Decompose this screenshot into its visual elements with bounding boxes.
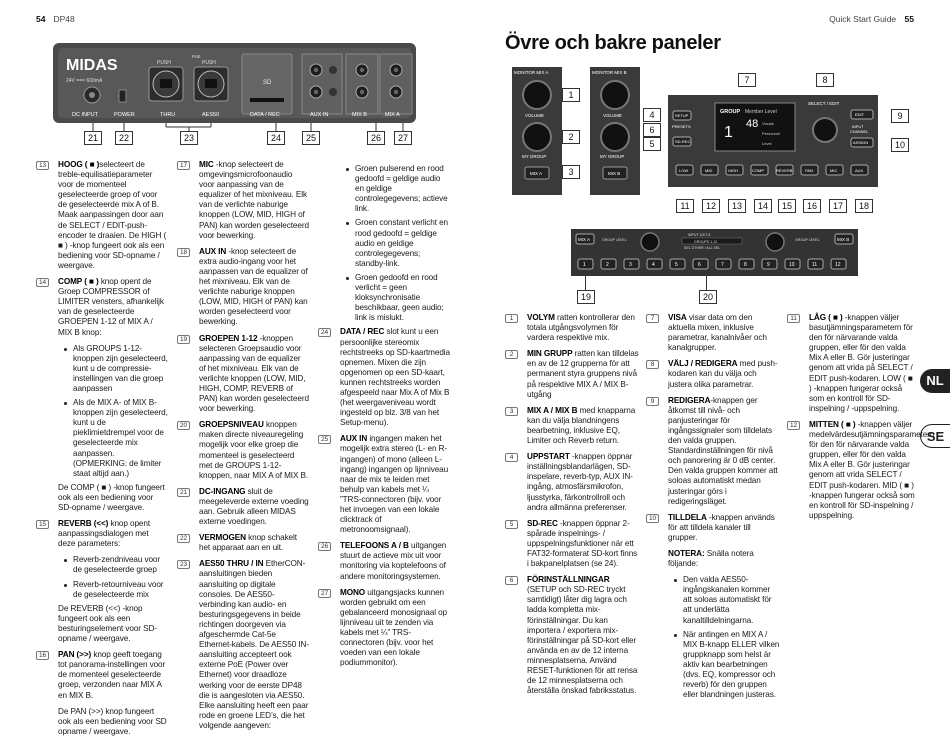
item-number-badge: 19 bbox=[177, 335, 190, 344]
text-column-3 bbox=[318, 160, 450, 674]
callout-16: 16 bbox=[803, 199, 821, 213]
bullet-item: Als de MIX A- of MIX B-knoppen zijn geselecteerd, kunt u de pieklimietdrempel voor de geselecteerde mix aanpassen. (OPMERKING: de limiter staat altijd aan.) bbox=[64, 398, 168, 479]
item-number-badge: 1 bbox=[505, 314, 518, 323]
list-item bbox=[646, 396, 780, 507]
power-switch bbox=[119, 90, 126, 102]
svg-text:GROUP LEVEL: GROUP LEVEL bbox=[602, 238, 627, 242]
list-item bbox=[505, 452, 639, 513]
item-text: COMP ( ■ ) knop opent de Groep COMPRESSOR of LIMITER vensters, afhankelijk van de geselecteerde GROEPEN 1-12 of MIX A / MIX B knop: bbox=[58, 277, 164, 337]
callout-25: 25 bbox=[302, 131, 320, 145]
callout-11: 11 bbox=[676, 199, 694, 213]
item-text: GROEPSNIVEAU knoppen maken directe niveauregeling mogelijk voor elke groep die momenteel is geselecteerd met de GROUPS 1-12-knoppen, naar MIX A of MIX B. bbox=[199, 420, 309, 480]
svg-text:4: 4 bbox=[652, 262, 655, 268]
aux-in-area bbox=[302, 54, 342, 114]
item-text: UPPSTART -knappen öppnar inställningsblandarlägen, SD-inspelare, reverb-typ, AUX IN-ingång, atmosfärsmikrofon, ljusstyrka, färkontrollroll och andra allmänna preferenser. bbox=[527, 452, 633, 512]
svg-text:VOLUME: VOLUME bbox=[525, 113, 545, 118]
list-item bbox=[177, 160, 309, 241]
svg-text:EDIT: EDIT bbox=[855, 112, 865, 117]
item-text: DC-INGANG sluit de meegeleverde externe voeding aan. Gebruik alleen MIDAS externe voedingen. bbox=[199, 486, 309, 527]
list-item bbox=[318, 434, 450, 535]
page-number-left: 54 bbox=[36, 14, 46, 24]
svg-text:COMP: COMP bbox=[752, 168, 764, 173]
item-text: NOTERA: Snälla notera följande: bbox=[668, 548, 754, 569]
group-strip-illustration bbox=[570, 228, 860, 278]
svg-text:MIX A: MIX A bbox=[530, 171, 543, 176]
callout-6: 6 bbox=[643, 123, 661, 137]
item-number-badge: 24 bbox=[318, 328, 331, 337]
svg-text:MIX A: MIX A bbox=[578, 237, 591, 242]
svg-text:3: 3 bbox=[629, 262, 632, 268]
callout-22: 22 bbox=[115, 131, 133, 145]
list-item bbox=[505, 313, 639, 343]
item-text: MITTEN ( ■ ) -knappen väljer medelvärdesutjämningsparametern för den för närvarande valda gruppen, eller för den valda Mix A eller B. Gör justeringar genom att vrida SELECT / EDIT push-kodaren. MID ( ■ ) -knappen fungerar också som en kontroll för SD-inspelning / uppspelning. bbox=[809, 419, 935, 520]
item-number-badge: 13 bbox=[36, 161, 49, 170]
item-number-badge: 21 bbox=[177, 488, 190, 497]
item-number-badge: 15 bbox=[36, 520, 49, 529]
svg-text:MONITOR MIX A: MONITOR MIX A bbox=[514, 70, 549, 75]
power-spec: 24V === 600mA bbox=[66, 78, 103, 84]
item-text: De PAN (>>) knop fungeert ook als een bediening voor SD opname / weergave. bbox=[58, 706, 167, 736]
leader-19 bbox=[585, 276, 586, 290]
leader-20 bbox=[706, 276, 707, 290]
list-item bbox=[177, 533, 309, 553]
list-item bbox=[318, 588, 450, 669]
lang-tab-nl[interactable]: NL bbox=[920, 369, 950, 393]
list-item bbox=[505, 575, 639, 696]
list-item bbox=[36, 519, 168, 549]
callout-12: 12 bbox=[702, 199, 720, 213]
item-number-badge: 20 bbox=[177, 421, 190, 430]
svg-text:CHANNEL: CHANNEL bbox=[850, 130, 869, 134]
callout-3: 3 bbox=[562, 165, 580, 179]
text-column-2 bbox=[177, 160, 309, 737]
list-item bbox=[177, 247, 309, 328]
mix-a-area bbox=[380, 54, 412, 114]
list-item bbox=[36, 160, 168, 271]
item-number-badge: 11 bbox=[787, 314, 800, 323]
bullet-item: Den valda AES50-ingångskanalen kommer att soloas automatiskt för att underlätta kanaltilldelningarna. bbox=[674, 575, 780, 625]
list-item bbox=[646, 513, 780, 543]
list-item bbox=[177, 487, 309, 527]
svg-text:AUX IN: AUX IN bbox=[310, 112, 329, 118]
text-column-5 bbox=[646, 313, 780, 704]
callout-27: 27 bbox=[394, 131, 412, 145]
list-item bbox=[787, 419, 935, 521]
list-item bbox=[787, 313, 915, 414]
callout-1: 1 bbox=[562, 88, 580, 102]
callout-2: 2 bbox=[562, 130, 580, 144]
item-number-badge: 4 bbox=[505, 453, 518, 462]
svg-text:7: 7 bbox=[721, 262, 724, 268]
svg-text:1: 1 bbox=[724, 124, 733, 141]
item-number-badge: 26 bbox=[318, 542, 331, 551]
item-number-badge: 7 bbox=[646, 314, 659, 323]
item-text: VOLYM ratten kontrollerar den totala utgångsvolymen för vardera respektive mix. bbox=[527, 313, 635, 343]
svg-text:MID: MID bbox=[705, 168, 713, 173]
svg-text:SEL OTHER / ALL SEL: SEL OTHER / ALL SEL bbox=[684, 246, 721, 250]
svg-text:SELECT / EDIT: SELECT / EDIT bbox=[808, 101, 840, 106]
item-text: MIC -knop selecteert de omgevingsmicrofoonaudio voor aanpassing van de equalizer of het mixniveau. Elk van de verlichte naburige knoppen (LOW, MID, HIGH of PAN) kan worden geselecteerd voor bewerking. bbox=[199, 160, 309, 240]
brand-logo: MIDAS bbox=[66, 57, 118, 74]
item-text: TILLDELA -knappen används för att tilldela kanaler till grupper. bbox=[668, 512, 775, 542]
left-title: DP48 bbox=[53, 14, 75, 24]
svg-text:SD-REC: SD-REC bbox=[675, 139, 691, 144]
item-text: VERMOGEN knop schakelt het apparaat aan en uit. bbox=[199, 533, 297, 553]
callout-7: 7 bbox=[738, 73, 756, 87]
callout-4: 4 bbox=[643, 108, 661, 122]
item-number-badge: 6 bbox=[505, 576, 518, 585]
callout-5: 5 bbox=[643, 137, 661, 151]
svg-text:6: 6 bbox=[698, 262, 701, 268]
lang-tab-se[interactable]: SE bbox=[920, 424, 950, 448]
bullet-item: Reverb-retourniveau voor de geselecteerde mix bbox=[64, 580, 168, 600]
item-number-badge: 3 bbox=[505, 407, 518, 416]
svg-text:PUSH: PUSH bbox=[202, 60, 216, 66]
svg-text:POWER: POWER bbox=[114, 112, 135, 118]
text-column-1 bbox=[36, 160, 168, 743]
svg-text:INPUT 1/2/7-8: INPUT 1/2/7-8 bbox=[688, 233, 711, 237]
svg-text:DC INPUT: DC INPUT bbox=[72, 112, 98, 118]
callout-18: 18 bbox=[855, 199, 873, 213]
list-item bbox=[36, 604, 168, 644]
bullet-item: Als GROUPS 1-12-knoppen zijn geselecteerd, kunt u de compressie-instellingen van die groep aanpassen bbox=[64, 344, 168, 394]
text-column-6 bbox=[787, 313, 935, 527]
svg-text:Personnel: Personnel bbox=[762, 131, 781, 136]
item-text: De REVERB (<<) -knop fungeert ook als een besturingselement voor SD-opname / weergave. bbox=[58, 603, 157, 644]
item-text: AES50 THRU / IN EtherCON-aansluitingen bieden aansluiting op digitale consoles. De AES50-verbinding kan audio- en besturingsgegevens in beide richtingen doorgeven via afgeschermde Cat-5e Ethernet-kabels. De AES50 IN-aansluiting accepteert ook externe PoE (Power over Ethernet) voor draadloze werking voor de eerste DP48 die is aangesloten via AES50. Elke aansluiting heeft een paar rode en groene LED’s, die het volgende aangeven: bbox=[199, 559, 309, 730]
callout-24: 24 bbox=[267, 131, 285, 145]
list-item bbox=[646, 359, 780, 389]
svg-text:MIX B: MIX B bbox=[837, 237, 850, 242]
right-title: Quick Start Guide bbox=[829, 14, 897, 24]
item-number-badge: 16 bbox=[36, 651, 49, 660]
item-number-badge: 5 bbox=[505, 520, 518, 529]
item-number-badge: 23 bbox=[177, 560, 190, 569]
item-text: FÖRINSTÄLLNINGAR (SETUP och SD-REC tryckt samtidigt) låter dig lagra och ladda kompletta mix-förinställningar. Du kan importera / exportera mix-förinställningar på SD-kort eller använda en av de 12 interna minnesplatserna. Använd RESET-funktionen för att rensa de 12 minnesplatserna och återställa önskad fabriksstatus. bbox=[527, 575, 638, 696]
callout-21: 21 bbox=[84, 131, 102, 145]
svg-text:INPUT: INPUT bbox=[852, 125, 864, 129]
bullet-item: Groen constant verlicht en rood gedoofd = geldige audio en geldige controlegegevens; standby-link. bbox=[346, 218, 450, 268]
callout-8: 8 bbox=[816, 73, 834, 87]
item-number-badge: 10 bbox=[646, 514, 659, 523]
list-item bbox=[177, 420, 309, 481]
svg-text:LOW: LOW bbox=[679, 168, 689, 173]
item-number-badge: 17 bbox=[177, 161, 190, 170]
svg-text:12: 12 bbox=[835, 262, 841, 268]
svg-text:SETUP: SETUP bbox=[675, 113, 689, 118]
item-text: AUX IN ingangen maken het mogelijk extra stereo (L- en R-ingangen) of mono (alleen L-ingang) ingangen op lijnniveau naar de mix te leiden met behulp van kabels met ¼ ”TRS-connectoren (bijv. voor het invoegen van een lokale clicktrack of metronoomsignaal). bbox=[340, 434, 449, 535]
item-text: GROEPEN 1-12 -knoppen selecteren Groepsaudio voor aanpassing van de equalizer of het mixniveau. Elk van de verlichte knoppen (LOW, MID, HIGH, COMP, REVERB of PAN) kan worden geselecteerd voor bewerking. bbox=[199, 333, 309, 414]
svg-text:HIGH: HIGH bbox=[728, 168, 738, 173]
item-number-badge: 27 bbox=[318, 589, 331, 598]
svg-text:VOLUME: VOLUME bbox=[603, 113, 623, 118]
svg-text:MIX B: MIX B bbox=[352, 112, 367, 118]
bullet-item: När antingen en MIX A / MIX B-knapp ELLER vilken gruppknapp som helst är aktiv kan bearbetningen (dvs. EQ, kompressor och reverb) för den gruppen eller blandningen justeras. bbox=[674, 630, 780, 701]
list-item bbox=[505, 349, 639, 399]
item-text: MIN GRUPP ratten kan tilldelas en av de 12 grupperna för att permanent styra gruppens nivå på respektive MIX A / MIX B-utgång bbox=[527, 349, 639, 399]
svg-text:48: 48 bbox=[746, 118, 759, 130]
bullet-item: Groen gedoofd en rood verlicht = geen kloksynchronisatie beschikbaar, geen audio; link is mislukt. bbox=[346, 273, 450, 323]
list-item bbox=[36, 707, 168, 737]
svg-text:GROUP: GROUP bbox=[720, 109, 741, 115]
svg-text:MIX A: MIX A bbox=[385, 112, 400, 118]
bullet-item: Groen pulserend en rood gedoofd = geldige audio en geldige controlegegevens; actieve link. bbox=[346, 164, 450, 214]
callout-20: 20 bbox=[699, 290, 717, 304]
svg-text:Member Level: Member Level bbox=[745, 109, 777, 115]
list-item bbox=[177, 334, 309, 415]
item-number-badge: 9 bbox=[646, 397, 659, 406]
list-item bbox=[36, 277, 168, 338]
svg-text:MY GROUP: MY GROUP bbox=[522, 154, 547, 159]
item-text: MONO uitgangsjacks kunnen worden gebruikt om een gebalanceerd monosignaal op lijnniveau uit te zenden via kabels met ¼” TRS-connectoren (bijv. voor het voeden van een lokale podiummonitor). bbox=[340, 587, 448, 668]
item-text: AUX IN -knop selecteert de extra audio-ingang voor het aanpassen van de equalizer of het mixniveau. Elk van de verlichte naburige knoppen (LOW, MID, HIGH of PAN) kan worden geselecteerd voor bewerking. bbox=[199, 246, 308, 327]
item-number-badge: 14 bbox=[36, 278, 49, 287]
list-item bbox=[177, 559, 309, 731]
svg-text:MONITOR MIX B: MONITOR MIX B bbox=[592, 70, 627, 75]
svg-text:8: 8 bbox=[744, 262, 747, 268]
svg-text:REVERB: REVERB bbox=[776, 168, 793, 173]
list-item bbox=[505, 406, 639, 446]
item-number-badge: 8 bbox=[646, 360, 659, 369]
item-number-badge: 12 bbox=[787, 421, 800, 430]
list-item bbox=[36, 483, 168, 513]
callout-10: 10 bbox=[891, 138, 909, 152]
svg-text:ASSIGN: ASSIGN bbox=[853, 140, 869, 145]
bullet-item: Reverb-zendniveau voor de geselecteerde groep bbox=[64, 555, 168, 575]
mix-b-area bbox=[346, 54, 378, 114]
svg-text:AUX: AUX bbox=[855, 168, 864, 173]
svg-text:Level: Level bbox=[762, 141, 772, 146]
list-item bbox=[36, 650, 168, 700]
item-number-badge: 22 bbox=[177, 534, 190, 543]
right-header bbox=[829, 14, 914, 24]
svg-text:GROUP LEVEL: GROUP LEVEL bbox=[795, 238, 820, 242]
callout-13: 13 bbox=[728, 199, 746, 213]
item-text: TELEFOONS A / B uitgangen stuurt de actieve mix uit voor monitoring via koptelefoons of andere monitoringsystemen. bbox=[340, 541, 447, 581]
item-text: De COMP ( ■ ) -knop fungeert ook als een bediening voor SD-opname / weergave. bbox=[58, 482, 165, 512]
page-number-right: 55 bbox=[904, 14, 914, 24]
svg-text:Vocals: Vocals bbox=[762, 121, 774, 126]
svg-text:SD: SD bbox=[263, 80, 272, 86]
svg-text:DATA / REC: DATA / REC bbox=[250, 112, 280, 118]
item-text: PAN (>>) knop geeft toegang tot panorama-instellingen voor de momenteel geselecteerde groep, verzonden naar MIX A en MIX B. bbox=[58, 650, 166, 700]
svg-text:1: 1 bbox=[583, 262, 586, 268]
text-column-4 bbox=[505, 313, 639, 702]
list-item bbox=[646, 313, 780, 353]
list-item bbox=[505, 519, 639, 569]
svg-text:PAN: PAN bbox=[805, 168, 813, 173]
item-text: VÄLJ / REDIGERA med push-kodaren kan du välja och justera olika parametrar. bbox=[668, 359, 778, 389]
svg-text:GROUPS 1-12: GROUPS 1-12 bbox=[694, 240, 718, 244]
svg-text:THRU: THRU bbox=[160, 112, 176, 118]
callout-14: 14 bbox=[754, 199, 772, 213]
svg-text:2: 2 bbox=[606, 262, 609, 268]
list-item bbox=[318, 327, 450, 428]
svg-text:5: 5 bbox=[675, 262, 678, 268]
item-text: VISA visar data om den aktuella mixen, inklusive parametrar, kanalnivåer och kanalgrupper. bbox=[668, 313, 767, 353]
item-text: REVERB (<<) knop opent aanpassingsdialogen met deze parameters: bbox=[58, 519, 151, 549]
svg-text:10: 10 bbox=[789, 262, 795, 268]
item-number-badge: 25 bbox=[318, 435, 331, 444]
svg-text:AES50: AES50 bbox=[202, 112, 220, 118]
item-text: DATA / REC slot kunt u een persoonlijke stereomix rechtstreeks op SD-kaartmedia opnemen. Mixen die zijn opgenomen op een SD-kaart, kunnen rechtstreeks worden afgespeeld naar Mix A of Mix B (het weergaveniveau wordt ingesteld op blz. 3/8 van het Setup-menu). bbox=[340, 327, 450, 428]
svg-text:MY GROUP: MY GROUP bbox=[600, 154, 625, 159]
item-text: REDIGERA-knappen ger åtkomst till nivå- och panjusteringar för ingångssignaler som tilldelats den valda gruppen. Standardinställningen för nivå och panorering är 0 dB center. Den valda gruppen kommer att soloas automatiskt medan justeringar görs i redigeringsläget. bbox=[668, 395, 778, 506]
item-number-badge: 18 bbox=[177, 248, 190, 257]
callout-19: 19 bbox=[577, 290, 595, 304]
rear-panel-illustration bbox=[52, 40, 418, 140]
item-text: LÅG ( ■ ) -knappen väljer basutjämningsparametern för den för närvarande valda gruppen, eller för den valda Mix A eller B. Gör justeringar genom att vrida på SELECT / EDIT push-kodaren. LOW ( ■ ) -knappen fungerar också som en kontroll för SD-inspelning / -uppspelning. bbox=[809, 313, 913, 413]
svg-text:PRESETS: PRESETS bbox=[672, 124, 691, 129]
svg-text:PUSH: PUSH bbox=[157, 60, 171, 66]
svg-text:MIX B: MIX B bbox=[608, 171, 621, 176]
svg-text:9: 9 bbox=[767, 262, 770, 268]
svg-text:MIC: MIC bbox=[830, 168, 838, 173]
svg-text:PoE: PoE bbox=[192, 54, 201, 59]
callout-9: 9 bbox=[891, 109, 909, 123]
item-text: SD-REC -knappen öppnar 2-spårade inspelnings- / uppspelningsfunktioner när ett FAT32-formaterat SD-kort finns i bakpanelplatsen (se 24). bbox=[527, 518, 638, 569]
item-text: HOOG ( ■ )selecteert de treble-equilisatieparameter voor de momenteel geselecteerde groep of voor de geselecteerde mix A of B. Maak aanpassingen door aan de SELECT / EDIT-push-encoder te draaien. De HIGH ( ■ ) -knop fungeert ook als een bediening voor SD-opname / weergave. bbox=[58, 160, 167, 270]
item-text: MIX A / MIX B med knapparna kan du välja blandningens bearbetning, inklusive EQ, Limiter och Reverb return. bbox=[527, 405, 636, 446]
callout-23: 23 bbox=[180, 131, 198, 145]
page-heading: Övre och bakre paneler bbox=[505, 32, 721, 54]
list-item bbox=[318, 541, 450, 581]
callout-15: 15 bbox=[778, 199, 796, 213]
callout-26: 26 bbox=[367, 131, 385, 145]
callout-17: 17 bbox=[829, 199, 847, 213]
left-header bbox=[36, 14, 75, 24]
item-number-badge: 2 bbox=[505, 350, 518, 359]
svg-text:11: 11 bbox=[812, 262, 818, 268]
list-item bbox=[646, 549, 780, 569]
